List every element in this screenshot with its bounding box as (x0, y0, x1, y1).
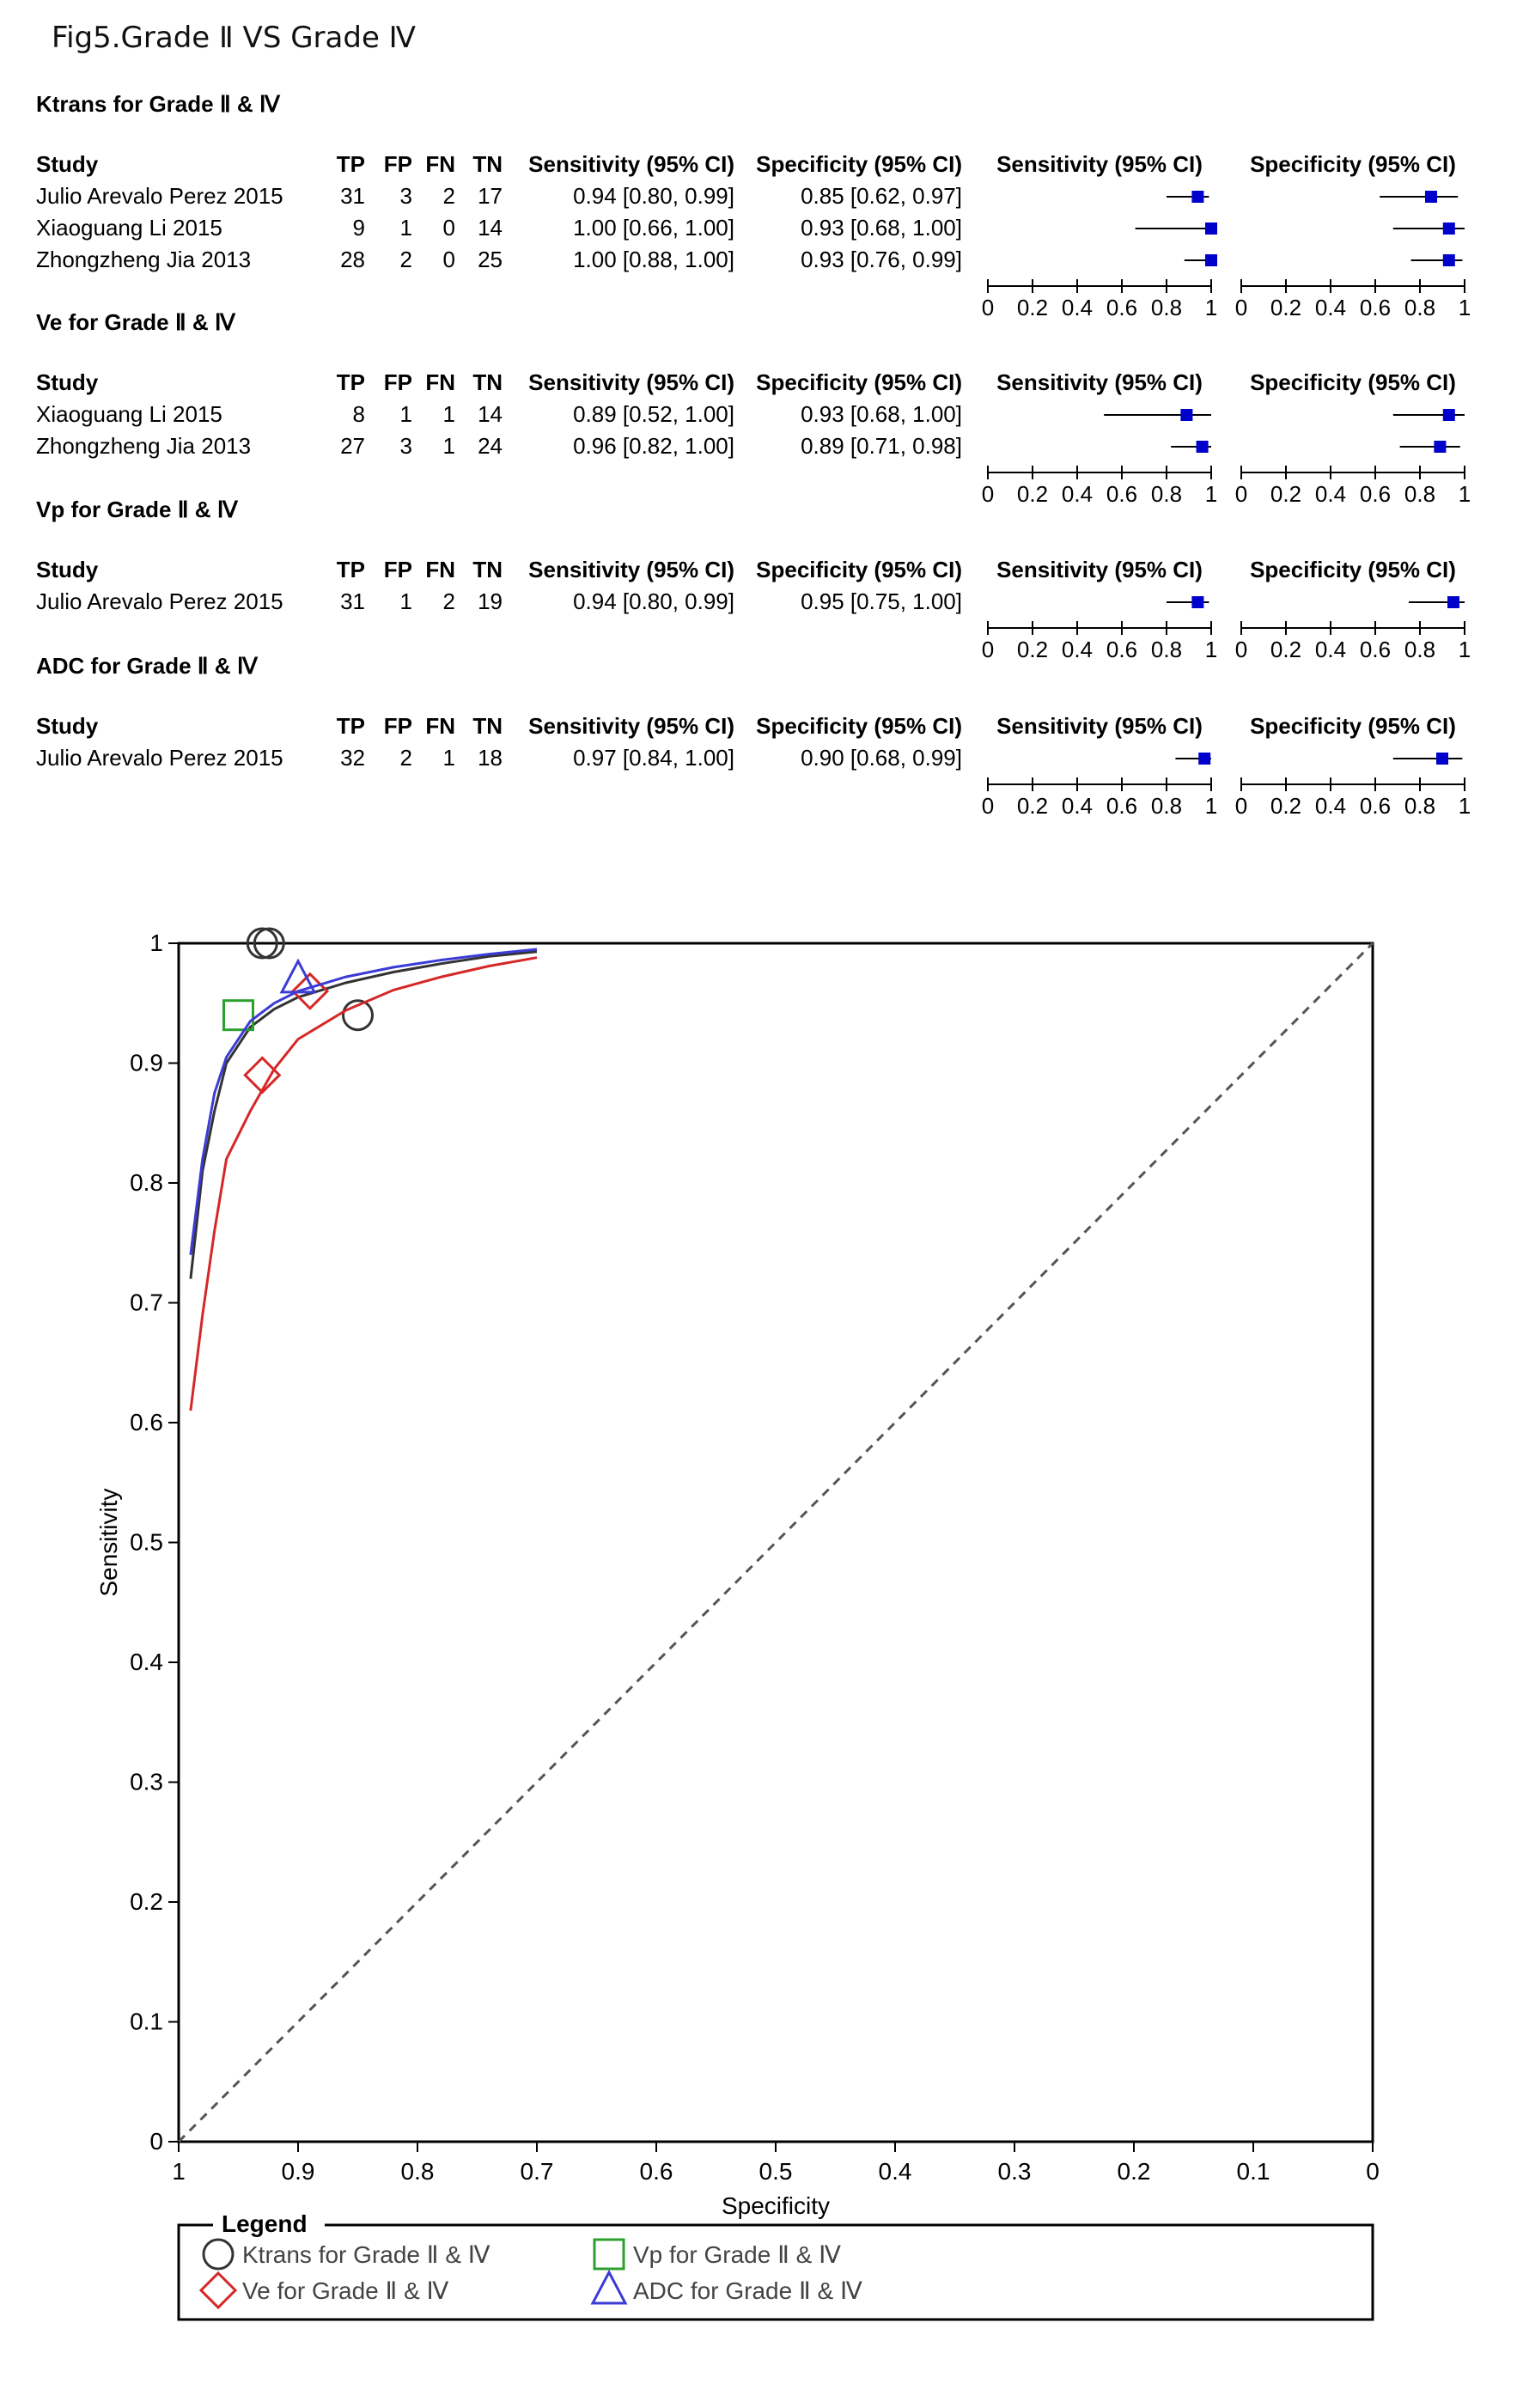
cell-tp: 31 (340, 588, 365, 614)
specificity-axis-tick-label: 0.4 (1314, 637, 1347, 662)
diamond-sroc-curve (191, 958, 537, 1411)
specificity-axis-tick-label: 1 (1458, 481, 1471, 507)
specificity-axis-tick-label: 0.8 (1404, 637, 1436, 662)
cell-tp: 31 (340, 183, 365, 209)
header-sensitivity-plot: Sensitivity (95% CI) (996, 151, 1203, 177)
legend-entry: Vp for Grade Ⅱ & Ⅳ (633, 2241, 841, 2268)
study-name: Julio Arevalo Perez 2015 (36, 745, 283, 771)
x-tick-label: 0.5 (758, 2158, 793, 2185)
specificity-axis-tick-label: 0 (1234, 295, 1248, 320)
header-tn: TN (472, 151, 503, 177)
cell-fp: 2 (399, 247, 412, 272)
header-specificity-plot: Specificity (95% CI) (1250, 557, 1456, 582)
header-fn: FN (425, 713, 455, 739)
x-tick-label: 0.8 (400, 2158, 435, 2185)
x-tick-label: 0.3 (997, 2158, 1032, 2185)
cell-tn: 14 (478, 215, 503, 241)
study-name: Zhongzheng Jia 2013 (36, 433, 252, 459)
sensitivity-axis-tick-label: 0.6 (1106, 637, 1138, 662)
header-specificity-plot: Specificity (95% CI) (1250, 713, 1456, 739)
header-sensitivity-ci: Sensitivity (95% CI) (528, 151, 734, 177)
legend-entry: Ktrans for Grade Ⅱ & Ⅳ (242, 2241, 490, 2268)
sensitivity-axis-tick-label: 0.8 (1150, 295, 1183, 320)
header-specificity-ci: Specificity (95% CI) (756, 151, 962, 177)
legend-entry: ADC for Grade Ⅱ & Ⅳ (633, 2277, 862, 2304)
cell-tp: 8 (352, 401, 365, 427)
header-study: Study (36, 369, 99, 395)
sensitivity-axis-tick-label: 0.6 (1106, 793, 1138, 819)
sensitivity-axis-tick-label: 0.2 (1016, 793, 1049, 819)
header-study: Study (36, 713, 99, 739)
y-tick-label: 0.6 (130, 1409, 163, 1436)
specificity-axis-tick-label: 0.8 (1404, 481, 1436, 507)
y-tick-label: 0.1 (130, 2008, 163, 2035)
header-fp: FP (383, 713, 412, 739)
cell-specificity-ci: 0.93 [0.76, 0.99] (801, 247, 962, 272)
cell-specificity-ci: 0.93 [0.68, 1.00] (801, 401, 962, 427)
header-fn: FN (425, 557, 455, 582)
specificity-axis-tick-label: 0.4 (1314, 481, 1347, 507)
cell-tn: 14 (478, 401, 503, 427)
specificity-axis-tick-label: 0 (1234, 637, 1248, 662)
header-sensitivity-ci: Sensitivity (95% CI) (528, 713, 734, 739)
header-tp: TP (336, 151, 365, 177)
cell-sensitivity-ci: 0.94 [0.80, 0.99] (573, 588, 734, 614)
cell-fn: 0 (442, 247, 455, 272)
sensitivity-axis-tick-label: 0.4 (1061, 295, 1094, 320)
header-tp: TP (336, 557, 365, 582)
cell-tp: 32 (340, 745, 365, 771)
header-specificity-plot: Specificity (95% CI) (1250, 369, 1456, 395)
forest-group-title: Vp for Grade Ⅱ & Ⅳ (36, 497, 238, 522)
sensitivity-axis-tick-label: 0.8 (1150, 793, 1183, 819)
sensitivity-axis-tick-label: 0.8 (1150, 637, 1183, 662)
header-sensitivity-ci: Sensitivity (95% CI) (528, 557, 734, 582)
cell-sensitivity-ci: 0.97 [0.84, 1.00] (573, 745, 734, 771)
cell-tn: 19 (478, 588, 503, 614)
cell-fp: 3 (399, 183, 412, 209)
header-fp: FP (383, 557, 412, 582)
cell-tn: 17 (478, 183, 503, 209)
cell-sensitivity-ci: 1.00 [0.88, 1.00] (573, 247, 734, 272)
legend-circle-marker (204, 2240, 233, 2269)
header-specificity-ci: Specificity (95% CI) (756, 369, 962, 395)
x-tick-label: 0.2 (1117, 2158, 1151, 2185)
cell-fp: 2 (399, 745, 412, 771)
specificity-axis-tick-label: 0.6 (1359, 295, 1392, 320)
y-tick-label: 0.5 (130, 1528, 163, 1556)
specificity-axis-tick-label: 0.2 (1270, 295, 1302, 320)
sensitivity-axis-tick-label: 1 (1204, 637, 1218, 662)
sensitivity-axis-tick-label: 0 (981, 481, 995, 507)
header-tn: TN (472, 713, 503, 739)
specificity-axis-tick-label: 1 (1458, 793, 1471, 819)
x-tick-label: 0.4 (878, 2158, 912, 2185)
sensitivity-axis-tick-label: 0.4 (1061, 793, 1094, 819)
cell-specificity-ci: 0.90 [0.68, 0.99] (801, 745, 962, 771)
forest-group-title: Ve for Grade Ⅱ & Ⅳ (36, 309, 235, 335)
header-fn: FN (425, 151, 455, 177)
header-tn: TN (472, 369, 503, 395)
y-tick-label: 0.7 (130, 1289, 163, 1316)
cell-fn: 0 (442, 215, 455, 241)
y-tick-label: 0.4 (130, 1649, 163, 1675)
sensitivity-axis-tick-label: 0.4 (1061, 481, 1094, 507)
cell-tn: 25 (478, 247, 503, 272)
x-tick-label: 0 (1366, 2158, 1380, 2185)
specificity-axis-tick-label: 0.8 (1404, 793, 1436, 819)
cell-sensitivity-ci: 1.00 [0.66, 1.00] (573, 215, 734, 241)
cell-fp: 3 (399, 433, 412, 459)
cell-tp: 28 (340, 247, 365, 272)
cell-fp: 1 (399, 401, 412, 427)
header-fn: FN (425, 369, 455, 395)
cell-fn: 1 (442, 745, 455, 771)
cell-tn: 18 (478, 745, 503, 771)
sensitivity-axis-tick-label: 0.4 (1061, 637, 1094, 662)
y-tick-label: 0.2 (130, 1888, 163, 1915)
chance-diagonal (179, 943, 1373, 2142)
legend-title: Legend (222, 2210, 308, 2237)
forest-group-title: Ktrans for Grade Ⅱ & Ⅳ (36, 91, 280, 117)
specificity-axis-tick-label: 0.4 (1314, 295, 1347, 320)
cell-fp: 1 (399, 588, 412, 614)
y-tick-label: 0.9 (130, 1049, 163, 1076)
study-name: Julio Arevalo Perez 2015 (36, 183, 283, 209)
y-tick-label: 1 (149, 930, 163, 956)
cell-tp: 9 (352, 215, 365, 241)
y-axis-label: Sensitivity (95, 1488, 122, 1597)
header-sensitivity-plot: Sensitivity (95% CI) (996, 557, 1203, 582)
x-tick-label: 0.1 (1236, 2158, 1270, 2185)
specificity-axis-tick-label: 0.4 (1314, 793, 1347, 819)
sensitivity-axis-tick-label: 0.2 (1016, 295, 1049, 320)
legend-entry: Ve for Grade Ⅱ & Ⅳ (242, 2277, 449, 2304)
study-name: Xiaoguang Li 2015 (36, 401, 222, 427)
study-name: Zhongzheng Jia 2013 (36, 247, 252, 272)
header-fp: FP (383, 369, 412, 395)
cell-sensitivity-ci: 0.89 [0.52, 1.00] (573, 401, 734, 427)
header-tn: TN (472, 557, 503, 582)
header-tp: TP (336, 369, 365, 395)
cell-fn: 2 (442, 183, 455, 209)
x-tick-label: 1 (172, 2158, 186, 2185)
header-specificity-plot: Specificity (95% CI) (1250, 151, 1456, 177)
study-name: Xiaoguang Li 2015 (36, 215, 222, 241)
triangle-sroc-curve (191, 949, 537, 1255)
cell-sensitivity-ci: 0.96 [0.82, 1.00] (573, 433, 734, 459)
y-tick-label: 0 (149, 2128, 163, 2155)
header-sensitivity-plot: Sensitivity (95% CI) (996, 369, 1203, 395)
header-sensitivity-ci: Sensitivity (95% CI) (528, 369, 734, 395)
sensitivity-axis-tick-label: 0.2 (1016, 637, 1049, 662)
specificity-axis-tick-label: 0 (1234, 793, 1248, 819)
cell-specificity-ci: 0.95 [0.75, 1.00] (801, 588, 962, 614)
x-tick-label: 0.7 (520, 2158, 554, 2185)
cell-fn: 1 (442, 433, 455, 459)
specificity-axis-tick-label: 0.6 (1359, 481, 1392, 507)
legend-box (179, 2225, 1373, 2320)
cell-specificity-ci: 0.89 [0.71, 0.98] (801, 433, 962, 459)
specificity-axis-tick-label: 0.6 (1359, 637, 1392, 662)
y-tick-label: 0.8 (130, 1169, 163, 1196)
x-axis-label: Specificity (721, 2192, 831, 2219)
y-tick-label: 0.3 (130, 1768, 163, 1795)
specificity-axis-tick-label: 1 (1458, 637, 1471, 662)
cell-fn: 2 (442, 588, 455, 614)
sensitivity-axis-tick-label: 0 (981, 793, 995, 819)
x-tick-label: 0.6 (639, 2158, 673, 2185)
specificity-axis-tick-label: 0.6 (1359, 793, 1392, 819)
sensitivity-axis-tick-label: 0 (981, 295, 995, 320)
cell-specificity-ci: 0.93 [0.68, 1.00] (801, 215, 962, 241)
cell-fp: 1 (399, 215, 412, 241)
cell-tp: 27 (340, 433, 365, 459)
figure-title: Fig5.Grade Ⅱ VS Grade Ⅳ (52, 21, 417, 55)
legend-diamond-marker (201, 2273, 235, 2307)
sensitivity-axis-tick-label: 0 (981, 637, 995, 662)
legend-triangle-marker (593, 2272, 625, 2303)
header-tp: TP (336, 713, 365, 739)
cell-sensitivity-ci: 0.94 [0.80, 0.99] (573, 183, 734, 209)
header-fp: FP (383, 151, 412, 177)
sensitivity-axis-tick-label: 0.6 (1106, 481, 1138, 507)
specificity-axis-tick-label: 0.2 (1270, 481, 1302, 507)
header-sensitivity-plot: Sensitivity (95% CI) (996, 713, 1203, 739)
cell-specificity-ci: 0.85 [0.62, 0.97] (801, 183, 962, 209)
legend-square-marker (594, 2240, 624, 2269)
cell-fn: 1 (442, 401, 455, 427)
x-tick-label: 0.9 (281, 2158, 315, 2185)
specificity-axis-tick-label: 0.2 (1270, 793, 1302, 819)
header-specificity-ci: Specificity (95% CI) (756, 557, 962, 582)
specificity-axis-tick-label: 1 (1458, 295, 1471, 320)
header-study: Study (36, 151, 99, 177)
sensitivity-axis-tick-label: 1 (1204, 481, 1218, 507)
specificity-axis-tick-label: 0.2 (1270, 637, 1302, 662)
header-study: Study (36, 557, 99, 582)
sensitivity-axis-tick-label: 0.8 (1150, 481, 1183, 507)
sensitivity-axis-tick-label: 1 (1204, 793, 1218, 819)
header-specificity-ci: Specificity (95% CI) (756, 713, 962, 739)
study-name: Julio Arevalo Perez 2015 (36, 588, 283, 614)
forest-group-title: ADC for Grade Ⅱ & Ⅳ (36, 653, 258, 679)
specificity-axis-tick-label: 0.8 (1404, 295, 1436, 320)
specificity-axis-tick-label: 0 (1234, 481, 1248, 507)
sensitivity-axis-tick-label: 0.2 (1016, 481, 1049, 507)
sensitivity-axis-tick-label: 0.6 (1106, 295, 1138, 320)
cell-tn: 24 (478, 433, 503, 459)
sensitivity-axis-tick-label: 1 (1204, 295, 1218, 320)
diamond-study-point (245, 1058, 279, 1092)
